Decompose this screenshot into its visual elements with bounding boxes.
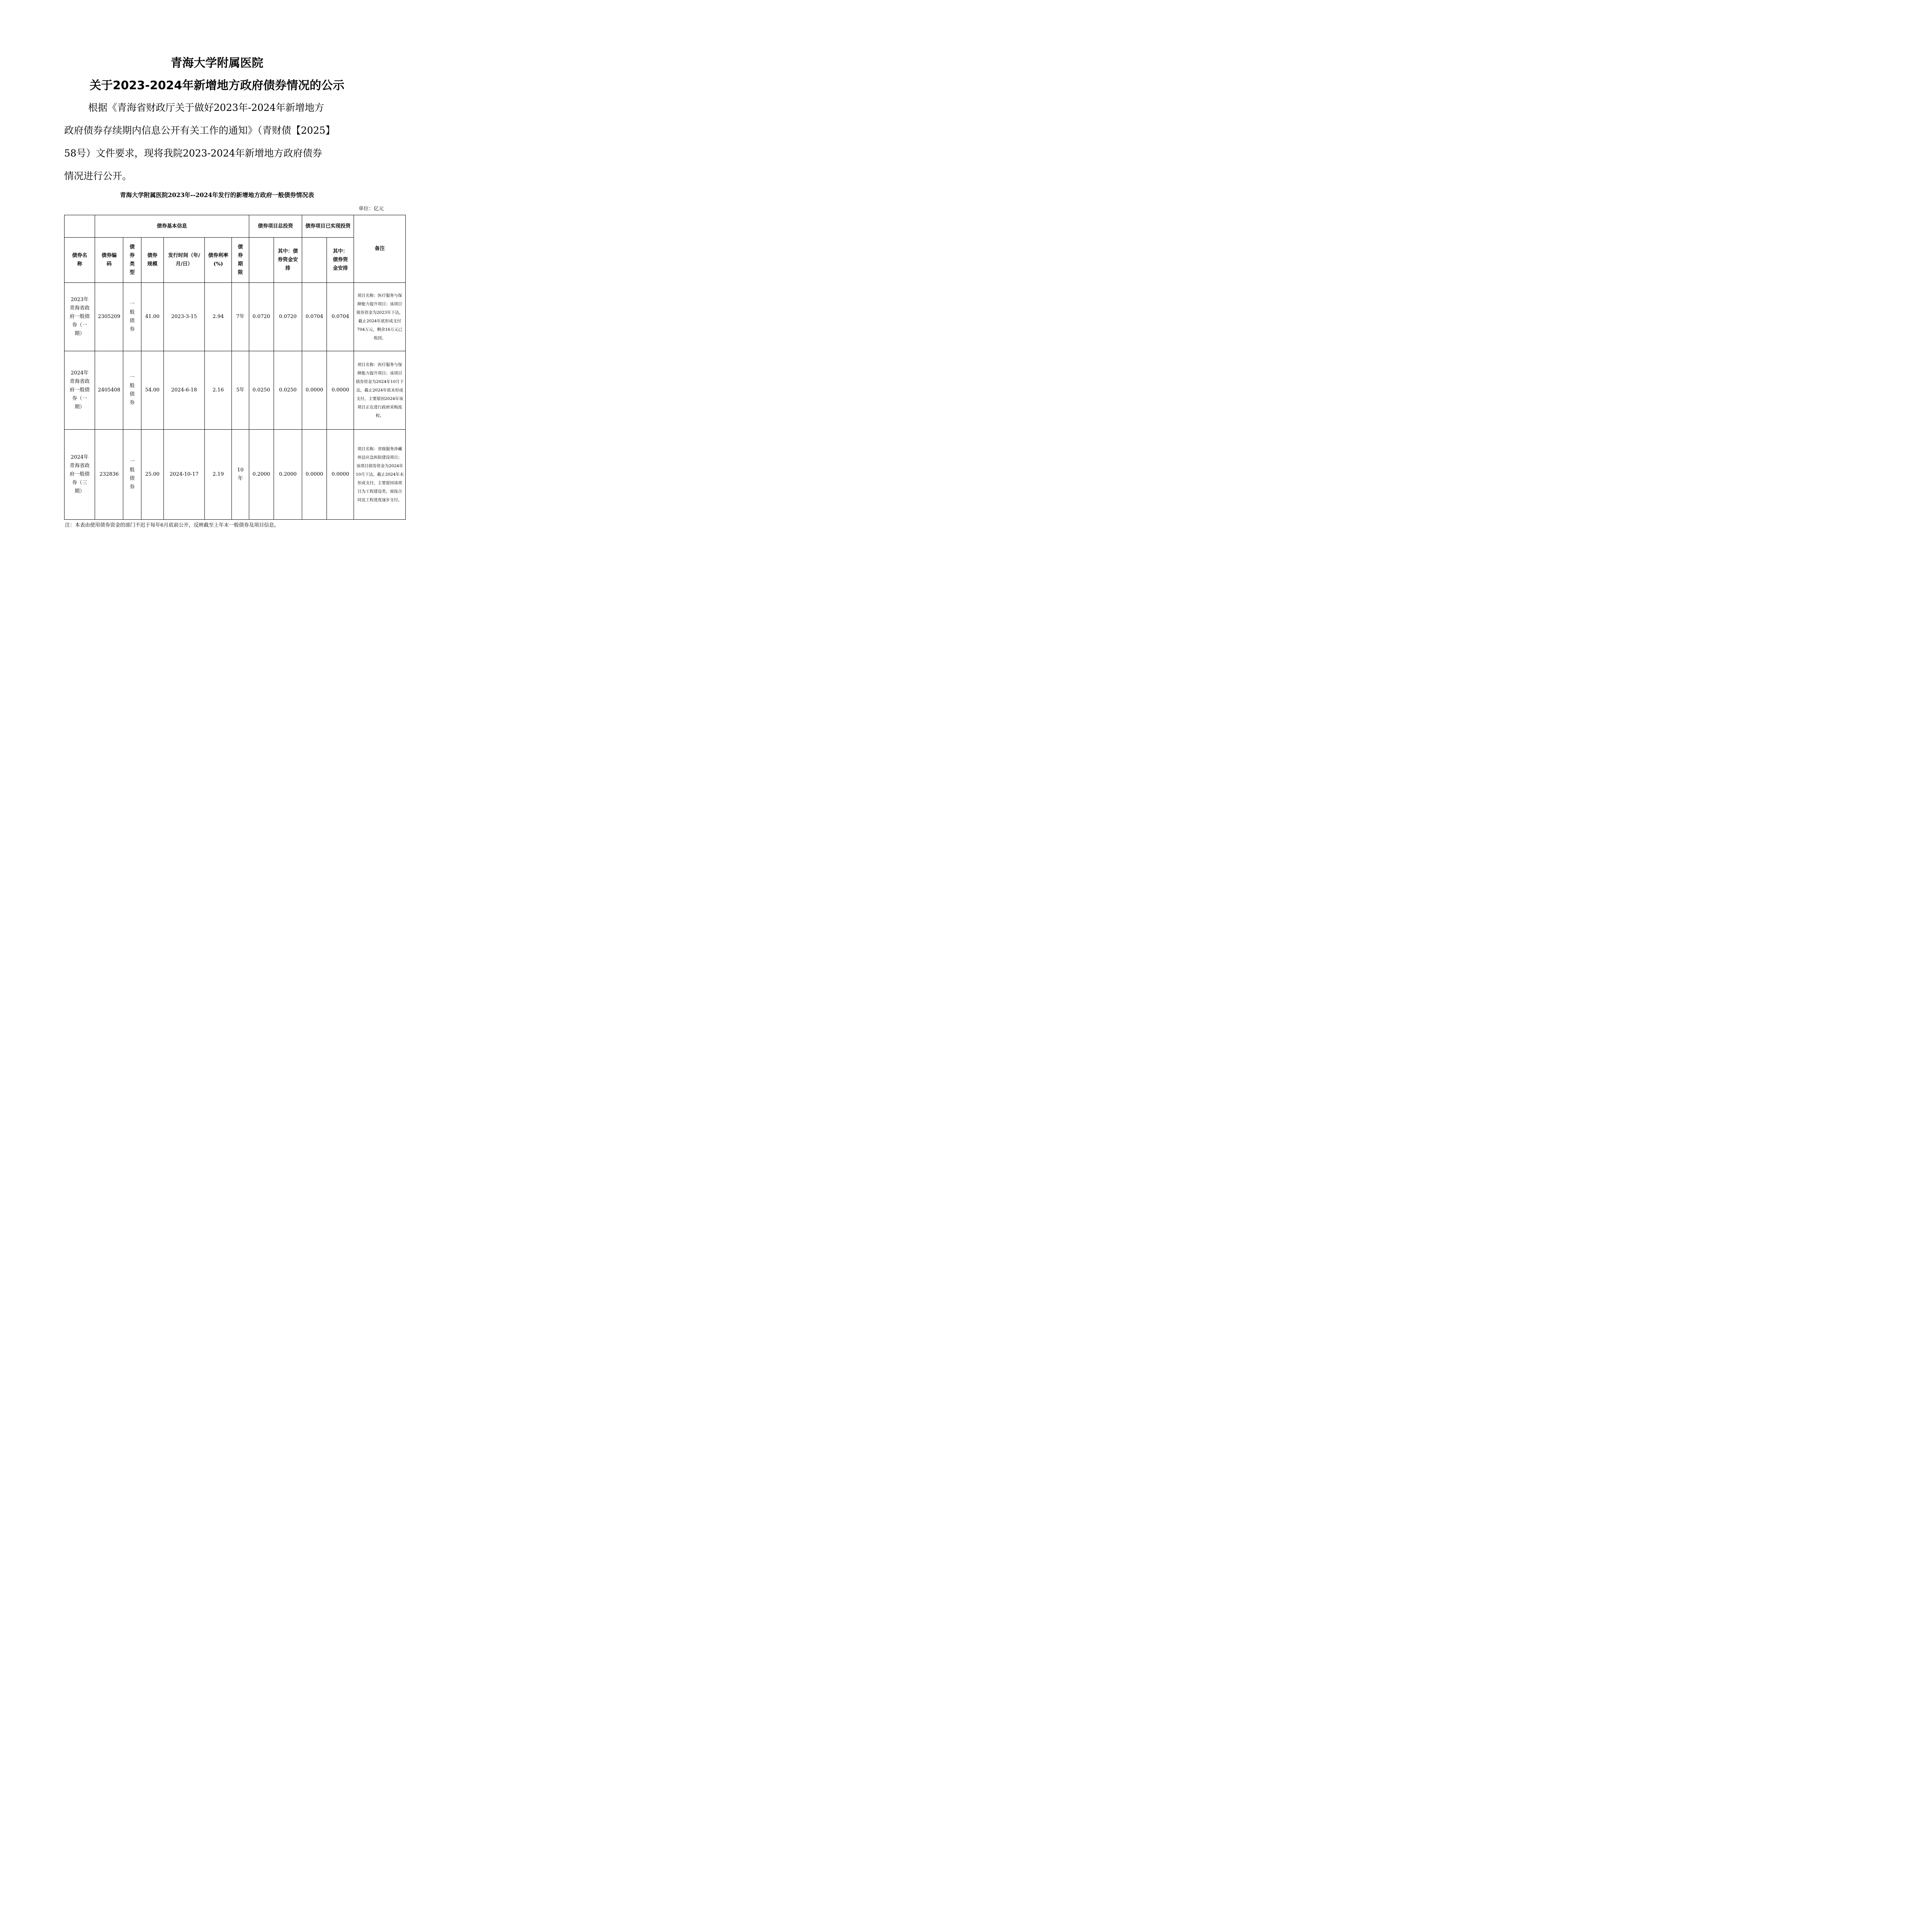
cell-bond-rate: 2.16 [205,351,232,430]
table-group-header-row [65,215,406,238]
header-total-empty [249,238,274,283]
header-issue-date: 发行时间（年/月/日） [163,238,204,283]
header-total-invest: 债券项目总投资 [249,215,302,238]
cell-bond-term: 7年 [232,283,249,351]
cell-bond-code: 232836 [95,430,123,520]
body-paragraph-line: 情况进行公开。 [64,170,132,182]
header-bond-rate: 债券利率(%) [205,238,232,283]
cell-bond-name: 2024年青海省政府一般债券（三期） [65,430,95,520]
document-title-line2: 关于2023-2024年新增地方政府债券情况的公示 [89,79,345,92]
table-title: 青海大学附属医院2023年--2024年发行的新增地方政府一般债券情况表 [120,191,314,199]
cell-total-sub: 0.0720 [274,283,302,351]
cell-remark: 项目名称：医疗服务与保障能力提升项目；该项目债券资金为2024年10月下达，截止2024年底未形成支付，主要原因2024年该项目正在进行政府采购流程。 [354,351,406,430]
cell-issue-date: 2023-3-15 [163,283,204,351]
cell-realized-invest: 0.0704 [302,283,327,351]
unit-label: 单位：亿元 [359,206,384,212]
cell-bond-scale: 41.00 [141,283,163,351]
header-bond-scale: 债券规模 [141,238,163,283]
cell-realized-sub: 0.0704 [327,283,354,351]
header-realized-invest: 债券项目已实现投资 [302,215,354,238]
header-bond-name: 债券名称 [65,238,95,283]
cell-bond-rate: 2.94 [205,283,232,351]
cell-bond-term: 5年 [232,351,249,430]
header-empty-cell [65,215,95,238]
bond-table [64,215,406,520]
header-bond-code: 债券编码 [95,238,123,283]
cell-bond-rate: 2.19 [205,430,232,520]
cell-realized-invest: 0.0000 [302,351,327,430]
table-row [65,430,406,520]
body-paragraph-line: 政府债券存续期内信息公开有关工作的通知》（青财债【2025】 [64,125,335,136]
document-title-line1: 青海大学附属医院 [170,56,264,70]
cell-bond-type: 一般债券 [123,430,141,520]
cell-bond-name: 2023年青海省政府一般债券（一期） [65,283,95,351]
header-realized-empty [302,238,327,283]
header-bond-term: 债券期限 [232,238,249,283]
cell-bond-name: 2024年青海省政府一般债券（一期） [65,351,95,430]
cell-total-invest: 0.0250 [249,351,274,430]
header-remark: 备注 [354,215,406,283]
cell-total-invest: 0.2000 [249,430,274,520]
header-realized-sub: 其中：债券资金安排 [327,238,354,283]
cell-remark: 项目名称：医疗服务与保障能力提升项目；该项目债券资金为2023年下达，截止2024年底形成支付704万元，剩余16万元已收回。 [354,283,406,351]
cell-issue-date: 2024-10-17 [163,430,204,520]
cell-total-sub: 0.2000 [274,430,302,520]
table-row [65,351,406,430]
cell-remark: 项目名称：省级服务涉藏州县应急医院建设项目；该项目债券资金为2024年10月下达，截止2024年未形成支付，主要原因该项目为工程建设类，需按合同及工程进度逐步支付。 [354,430,406,520]
cell-bond-code: 2305209 [95,283,123,351]
cell-total-sub: 0.0250 [274,351,302,430]
cell-total-invest: 0.0720 [249,283,274,351]
cell-bond-code: 2405408 [95,351,123,430]
cell-bond-type: 一般债券 [123,283,141,351]
header-total-sub: 其中：债券资金安排 [274,238,302,283]
header-bond-type: 债券类型 [123,238,141,283]
cell-realized-sub: 0.0000 [327,351,354,430]
cell-bond-scale: 54.00 [141,351,163,430]
body-paragraph-line: 58号）文件要求，现将我院2023-2024年新增地方政府债券 [64,148,322,159]
cell-realized-invest: 0.0000 [302,430,327,520]
body-paragraph-line: 根据《青海省财政厅关于做好2023年-2024年新增地方 [88,102,324,113]
table-footnote: 注：本表由使用债券资金的部门不迟于每年6月底前公开，反映截至上年末一般债券及项目信息。 [65,522,279,528]
table-row [65,283,406,351]
cell-bond-term: 10年 [232,430,249,520]
cell-issue-date: 2024-6-18 [163,351,204,430]
header-basic-info: 债券基本信息 [95,215,249,238]
cell-bond-scale: 25.00 [141,430,163,520]
cell-bond-type: 一般债券 [123,351,141,430]
cell-realized-sub: 0.0000 [327,430,354,520]
